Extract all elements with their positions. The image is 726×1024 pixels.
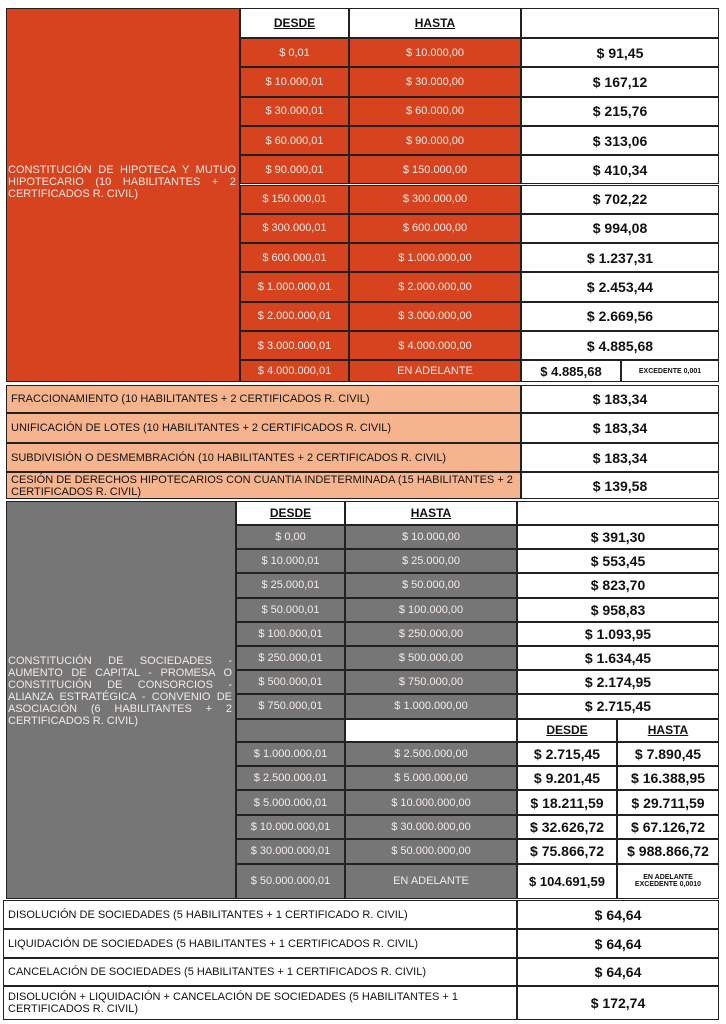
soc-hasta: $ 750.000,00 [345,670,517,694]
soc-hasta-header: HASTA [345,501,517,525]
soc-range-v-hasta: $ 7.890,45 [617,742,719,766]
soc-last-note-2: EXCEDENTE 0,0010 [634,881,702,889]
soc-range-v-desde: $ 32.626,72 [517,815,617,839]
hipoteca-valor: $ 4.885,68 [521,331,719,360]
soc-header-blank [517,501,719,525]
peach-row-label: SUBDIVISIÓN O DESMEMBRACIÓN (10 HABILITANTES + 2 CERTIFICADOS R. CIVIL) [6,443,521,472]
soc-hasta: $ 1.000.000,00 [345,694,517,718]
hipoteca-desde: $ 0,01 [240,38,349,67]
hipoteca-desde: $ 10.000,01 [240,67,349,96]
soc-valor: $ 2.174,95 [517,670,719,694]
hipoteca-desde: $ 30.000,01 [240,97,349,126]
soc-range-v-hasta: $ 29.711,59 [617,790,719,814]
hipoteca-valor: $ 215,76 [521,97,719,126]
hipoteca-valor: $ 91,45 [521,38,719,67]
soc-range-v-hasta: $ 16.388,95 [617,766,719,790]
soc-range-v-hasta: $ 67.126,72 [617,815,719,839]
peach-row-valor: $ 139,58 [521,472,719,499]
soc-range-desde: $ 30.000.000,01 [236,839,345,863]
bottom-row-label: DISOLUCIÓN DE SOCIEDADES (5 HABILITANTES + 1 CERTIFICADO R. CIVIL) [3,900,517,929]
soc-valor: $ 1.634,45 [517,646,719,670]
soc-valor: $ 391,30 [517,525,719,549]
soc-desde: $ 750.000,01 [236,694,345,718]
hipoteca-desde: $ 3.000.000,01 [240,331,349,360]
hipoteca-valor: $ 994,08 [521,214,719,243]
hipoteca-hasta: $ 3.000.000,00 [349,302,521,331]
soc-hasta: $ 25.000,00 [345,549,517,573]
hipoteca-desde: $ 300.000,01 [240,214,349,243]
soc-desde: $ 25.000,01 [236,573,345,597]
soc-last-valor: $ 104.691,59 [517,864,617,899]
soc-valor: $ 823,70 [517,573,719,597]
soc-range-v-desde: $ 18.211,59 [517,790,617,814]
bottom-row-valor: $ 64,64 [517,958,719,986]
hipoteca-desde: $ 600.000,01 [240,243,349,272]
soc-range-desde: $ 1.000.000,01 [236,742,345,766]
soc-range-desde: $ 2.500.000,01 [236,766,345,790]
soc-sub-desde-header: DESDE [517,719,617,742]
soc-range-v-desde: $ 75.866,72 [517,839,617,863]
soc-desde: $ 250.000,01 [236,646,345,670]
soc-range-hasta: $ 50.000.000,00 [345,839,517,863]
hipoteca-valor: $ 2.669,56 [521,302,719,331]
soc-hasta: $ 50.000,00 [345,573,517,597]
soc-last-note-1: EN ADELANTE [643,874,693,882]
hipoteca-desde: $ 60.000,01 [240,126,349,155]
peach-row-label: UNIFICACIÓN DE LOTES (10 HABILITANTES + 2 CERTIFICADOS R. CIVIL) [6,413,521,443]
soc-last-hasta: EN ADELANTE [345,864,517,899]
soc-valor: $ 958,83 [517,598,719,622]
hipoteca-valor: $ 410,34 [521,155,719,184]
sociedades-label: CONSTITUCIÓN DE SOCIEDADES - AUMENTO DE CAPITAL - PROMESA O CONSTITUCIÓN DE CONSORCIOS - ALIANZA ESTRATÉGICA - CONVENIO DE ASOCIACIÓN (6 HABILITANTES + 2 CERTIFICADOS R. CIVIL) [8,655,232,727]
hipoteca-valor-last: $ 4.885,68 [521,360,621,382]
bottom-row-valor: $ 172,74 [517,986,719,1020]
peach-row-valor: $ 183,34 [521,443,719,472]
hasta-header: HASTA [349,8,521,38]
soc-range-desde: $ 10.000.000,01 [236,815,345,839]
soc-desde: $ 0,00 [236,525,345,549]
peach-row-label: CESIÓN DE DERECHOS HIPOTECARIOS CON CUANTIA INDETERMINADA (15 HABILITANTES + 2 CERTIFICADOS R. CIVIL) [6,472,521,499]
header-blank [521,8,719,38]
soc-range-v-desde: $ 2.715,45 [517,742,617,766]
soc-last-notes [617,864,719,899]
soc-sub-blank-2 [345,719,517,742]
soc-valor: $ 2.715,45 [517,694,719,718]
soc-range-hasta: $ 2.500.000,00 [345,742,517,766]
bottom-row-valor: $ 64,64 [517,929,719,958]
hipoteca-hasta: $ 300.000,00 [349,185,521,214]
soc-range-hasta: $ 10.000.000,00 [345,790,517,814]
hipoteca-hasta: $ 60.000,00 [349,97,521,126]
hipoteca-label: CONSTITUCIÓN DE HIPOTECA Y MUTUO HIPOTECARIO (10 HABILITANTES + 2 CERTIFICADOS R. CIVIL) [8,164,236,200]
hipoteca-desde: $ 90.000,01 [240,155,349,184]
hipoteca-hasta: $ 2.000.000,00 [349,272,521,301]
bottom-row-label: LIQUIDACIÓN DE SOCIEDADES (5 HABILITANTES + 1 CERTIFICADOS R. CIVIL) [3,929,517,958]
bottom-row-label: DISOLUCIÓN + LIQUIDACIÓN + CANCELACIÓN DE SOCIEDADES (5 HABILITANTES + 1 CERTIFICADOS R. CIVIL) [3,986,517,1020]
hipoteca-desde: $ 1.000.000,01 [240,272,349,301]
peach-row-valor: $ 183,34 [521,413,719,443]
soc-hasta: $ 500.000,00 [345,646,517,670]
soc-desde: $ 100.000,01 [236,622,345,646]
hipoteca-valor: $ 167,12 [521,67,719,96]
desde-header: DESDE [240,8,349,38]
hipoteca-hasta: $ 90.000,00 [349,126,521,155]
hipoteca-desde: $ 150.000,01 [240,185,349,214]
soc-valor: $ 1.093,95 [517,622,719,646]
hipoteca-hasta: $ 10.000,00 [349,38,521,67]
soc-valor: $ 553,45 [517,549,719,573]
soc-desde: $ 500.000,01 [236,670,345,694]
hipoteca-excedente: EXCEDENTE 0,001 [621,360,719,382]
peach-row-label: FRACCIONAMIENTO (10 HABILITANTES + 2 CERTIFICADOS R. CIVIL) [6,385,521,413]
soc-desde: $ 50.000,01 [236,598,345,622]
peach-row-valor: $ 183,34 [521,385,719,413]
bottom-row-label: CANCELACIÓN DE SOCIEDADES (5 HABILITANTES + 1 CERTIFICADOS R. CIVIL) [3,958,517,986]
soc-sub-blank-1 [236,719,345,742]
hipoteca-hasta: $ 1.000.000,00 [349,243,521,272]
soc-hasta: $ 250.000,00 [345,622,517,646]
hipoteca-hasta: $ 150.000,00 [349,155,521,184]
soc-hasta: $ 10.000,00 [345,525,517,549]
hipoteca-valor: $ 702,22 [521,185,719,214]
hipoteca-desde-last: $ 4.000.000,01 [240,360,349,382]
hipoteca-valor: $ 313,06 [521,126,719,155]
hipoteca-valor: $ 1.237,31 [521,243,719,272]
soc-desde: $ 10.000,01 [236,549,345,573]
hipoteca-hasta-last: EN ADELANTE [349,360,521,382]
soc-range-desde: $ 5.000.000,01 [236,790,345,814]
hipoteca-valor: $ 2.453,44 [521,272,719,301]
hipoteca-desde: $ 2.000.000,01 [240,302,349,331]
soc-range-v-hasta: $ 988.866,72 [617,839,719,863]
bottom-row-valor: $ 64,64 [517,900,719,929]
soc-hasta: $ 100.000,00 [345,598,517,622]
hipoteca-hasta: $ 4.000.000,00 [349,331,521,360]
soc-range-hasta: $ 5.000.000,00 [345,766,517,790]
soc-range-v-desde: $ 9.201,45 [517,766,617,790]
soc-range-hasta: $ 30.000.000,00 [345,815,517,839]
soc-last-desde: $ 50.000.000,01 [236,864,345,899]
soc-sub-hasta-header: HASTA [617,719,719,742]
hipoteca-hasta: $ 600.000,00 [349,214,521,243]
hipoteca-hasta: $ 30.000,00 [349,67,521,96]
soc-desde-header: DESDE [236,501,345,525]
